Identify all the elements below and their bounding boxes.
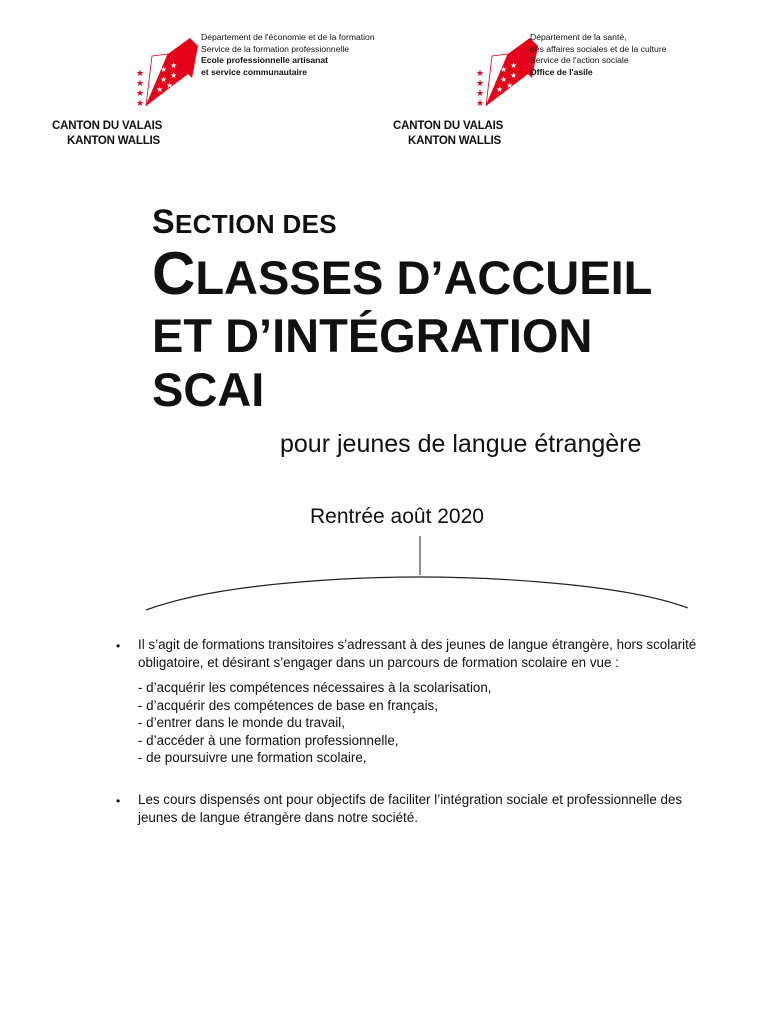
right-canton-name xyxy=(393,119,503,149)
left-dept-line-1: Département de l'économie et de la formation xyxy=(201,32,375,42)
svg-text:★: ★ xyxy=(476,89,485,99)
bullet-2-symbol: • xyxy=(116,794,121,808)
title-line1-cap: S xyxy=(152,203,175,241)
svg-text:★: ★ xyxy=(476,69,485,79)
svg-text:★: ★ xyxy=(510,71,518,80)
svg-text:★: ★ xyxy=(500,75,508,84)
list-item: - d’accéder à une formation professionnelle, xyxy=(138,732,399,748)
rentree-date: Rentrée août 2020 xyxy=(310,505,484,528)
title-classes-accueil xyxy=(152,240,653,307)
title-line1-rest: ECTION DES xyxy=(174,209,337,239)
svg-text:★: ★ xyxy=(158,93,166,102)
title-line2-rest: LASSES D’ACCUEIL xyxy=(195,251,653,304)
svg-text:★: ★ xyxy=(160,65,168,74)
right-dept-line-3: Service de l'action sociale xyxy=(530,55,629,66)
right-dept-line-1: Département de la santé, xyxy=(530,32,627,42)
svg-text:★: ★ xyxy=(170,71,178,80)
left-school-line-1: Ecole professionnelle artisanat xyxy=(201,55,329,66)
svg-text:★: ★ xyxy=(136,99,145,109)
right-department-text xyxy=(530,32,666,78)
list-item: - de poursuivre une formation scolaire, xyxy=(138,750,367,765)
list-item: - d’acquérir des compétences de base en français, xyxy=(138,697,438,713)
title-integration: ET D’INTÉGRATION xyxy=(152,309,593,362)
title-section-des xyxy=(152,203,337,242)
svg-text:★: ★ xyxy=(136,89,145,99)
subtitle: pour jeunes de langue étrangère xyxy=(280,430,642,458)
title-line2-cap: C xyxy=(152,240,196,307)
right-dept-line-2: des affaires sociales et de la culture xyxy=(530,43,667,54)
svg-text:★: ★ xyxy=(170,61,178,70)
left-canton-fr: CANTON DU VALAIS xyxy=(52,120,163,132)
svg-text:★: ★ xyxy=(476,79,485,89)
bullet-2-text: Les cours dispensés ont pour objectifs de faciliter l’intégration sociale et professionnelle des jeunes de langue étrangère dans notre société. xyxy=(138,792,683,825)
svg-text:★: ★ xyxy=(160,75,168,84)
left-department-text xyxy=(201,32,375,78)
objectives-list xyxy=(138,679,492,767)
left-dept-line-2: Service de la formation professionnelle xyxy=(201,43,350,54)
svg-text:★: ★ xyxy=(156,85,164,94)
svg-text:★: ★ xyxy=(476,99,485,109)
svg-text:★: ★ xyxy=(500,65,508,74)
svg-text:★: ★ xyxy=(506,81,514,90)
right-canton-fr: CANTON DU VALAIS xyxy=(393,120,504,132)
left-canton-name xyxy=(52,119,162,149)
list-item: - d’entrer dans le monde du travail, xyxy=(138,715,345,730)
svg-text:★: ★ xyxy=(510,61,518,70)
bullet-1-symbol: • xyxy=(116,639,121,653)
bullet-1-text: Il s’agit de formations transitoires s’adressant à des jeunes de langue étrangère, hors scolarité obligatoire, et désirant s’engager dans un parcours de formation scolaire en vue : xyxy=(138,637,697,670)
svg-text:★: ★ xyxy=(166,81,174,90)
right-office-line: Office de l'asile xyxy=(530,66,593,77)
svg-text:★: ★ xyxy=(498,93,506,102)
right-canton-de: KANTON WALLIS xyxy=(408,135,502,147)
svg-text:★: ★ xyxy=(136,69,145,79)
left-canton-de: KANTON WALLIS xyxy=(67,135,161,147)
valais-coat-of-arms-left xyxy=(132,32,202,112)
title-scai: SCAI xyxy=(152,363,265,416)
left-school-line-2: et service communautaire xyxy=(201,66,308,77)
list-item: - d’acquérir les compétences nécessaires à la scolarisation, xyxy=(138,680,492,695)
decorative-arc xyxy=(140,528,695,616)
svg-text:★: ★ xyxy=(136,79,145,89)
svg-text:★: ★ xyxy=(496,85,504,94)
